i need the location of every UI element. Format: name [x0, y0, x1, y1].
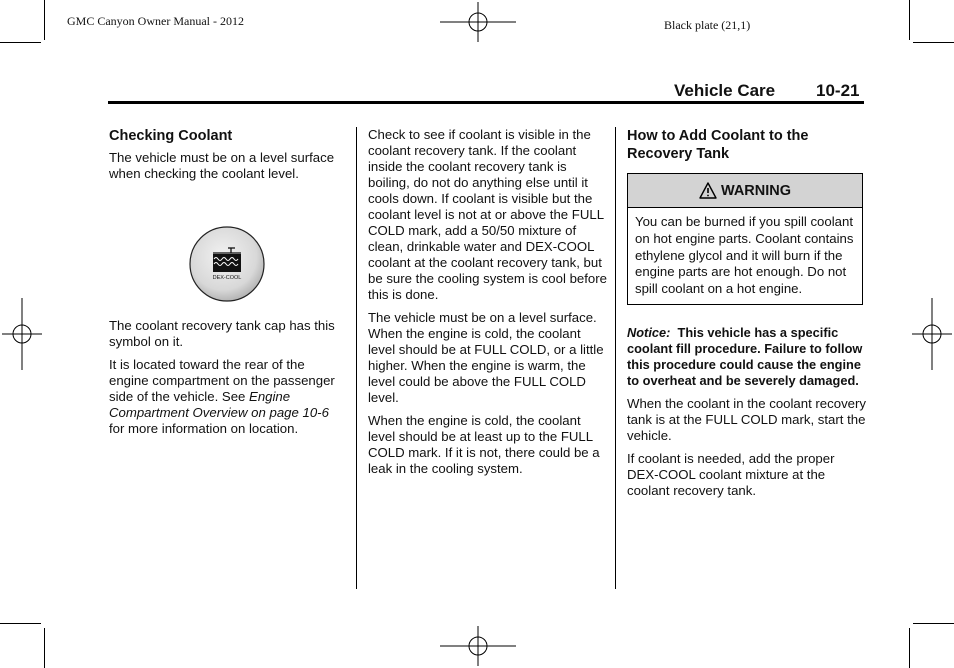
crop-mark — [0, 42, 41, 43]
paragraph: Check to see if coolant is visible in the coolant recovery tank. If the coolant inside the coolant recovery tank is boiling, do not do anything else until it cools down. If coolant is visible but the coolant level is not at or above the FULL COLD mark, add a 50/50 mixture of clean, drinkable water and DEX-COOL coolant at the coolant recovery tank, but be sure the cooling system is cool before this is done. — [368, 127, 607, 302]
crop-mark — [913, 623, 954, 624]
registration-mark-icon — [2, 298, 42, 370]
crop-mark — [909, 0, 910, 40]
crop-mark — [44, 0, 45, 40]
dex-cool-coolant-symbol-icon — [189, 226, 265, 302]
section-title: Vehicle Care — [674, 81, 776, 100]
column-divider — [615, 127, 616, 589]
crop-mark — [909, 628, 910, 668]
paragraph: The vehicle must be on a level surface. When the engine is cold, the coolant level should be at FULL COLD, or a little higher. When the engine is warm, the level could be above the FULL COLD level. — [368, 310, 604, 405]
registration-mark-icon — [912, 298, 952, 370]
crop-mark — [44, 628, 45, 668]
column-2 — [368, 127, 608, 484]
warning-box — [627, 173, 863, 305]
header-rule — [108, 101, 864, 104]
plate-right-text: Black plate (21,1) — [664, 18, 751, 32]
column-divider — [356, 127, 357, 589]
column-1 — [109, 127, 341, 189]
paragraph: It is located toward the rear of the engine compartment on the passenger side of the vehicle. See Engine Compartment Overview on page 10-6 for more information on location. — [109, 357, 335, 436]
paragraph: If coolant is needed, add the proper DEX-COOL coolant mixture at the coolant recovery tank. — [627, 450, 835, 498]
registration-mark-icon — [440, 2, 516, 42]
warning-text: You can be burned if you spill coolant on hot engine parts. Coolant contains ethylene glycol and it will burn if the engine parts are hot enough. Do not spill coolant on a hot engine. — [635, 214, 854, 297]
warning-header — [628, 174, 862, 208]
paragraph: The coolant recovery tank cap has this symbol on it. — [109, 318, 335, 349]
notice-text: This vehicle has a specific coolant fill procedure. Failure to follow this procedure could cause the engine to overheat and be severely damaged. — [627, 324, 863, 388]
paragraph: When the engine is cold, the coolant level should be at least up to the FULL COLD mark. If it is not, there could be a leak in the cooling system. — [368, 413, 600, 476]
notice — [627, 325, 867, 389]
paragraph: When the coolant in the coolant recovery tank is at the FULL COLD mark, start the vehicle. — [627, 395, 866, 443]
plate-left-text: GMC Canyon Owner Manual - 2012 — [67, 14, 244, 28]
warning-triangle-icon — [699, 182, 717, 199]
paragraph: The vehicle must be on a level surface when checking the coolant level. — [109, 150, 335, 181]
column-3 — [627, 127, 867, 506]
crop-mark — [913, 42, 954, 43]
cross-reference-link[interactable]: Engine Compartment Overview on page 10-6 — [109, 389, 329, 420]
section-heading: How to Add Coolant to the Recovery Tank — [627, 128, 809, 162]
column-1-lower — [109, 318, 341, 444]
symbol-label: DEX-COOL — [212, 275, 242, 281]
notice-label: Notice: — [627, 324, 671, 340]
warning-title: WARNING — [720, 182, 792, 199]
page-number: 10-21 — [816, 81, 860, 100]
section-heading: Checking Coolant — [109, 128, 233, 144]
crop-mark — [0, 623, 41, 624]
registration-mark-icon — [440, 626, 516, 666]
